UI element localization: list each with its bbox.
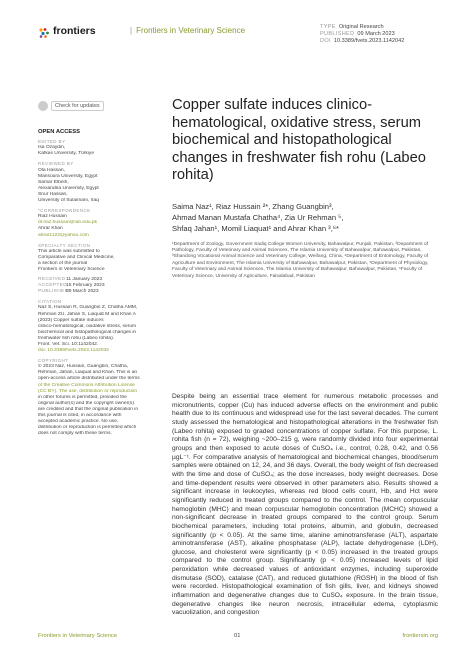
copyright-line: original author(s) and the copyright owner(s): [38, 400, 134, 406]
open-access-label: OPEN ACCESS: [38, 129, 80, 136]
footer-journal-name[interactable]: Frontiers in Veterinary Science: [38, 633, 117, 639]
specialty-line: This article was submitted to: [38, 248, 100, 254]
journal-name[interactable]: [130, 26, 245, 35]
check-updates-label: Check for updates: [51, 101, 104, 111]
date-value: 15 February 2023: [66, 283, 105, 289]
published-label: PUBLISHED: [320, 31, 355, 38]
correspondence-list: [38, 214, 160, 238]
doi-label: DOI: [320, 38, 331, 45]
citation-text: [38, 305, 160, 354]
frontiers-logo-icon: [38, 27, 50, 39]
citation-label: CITATION: [38, 299, 62, 305]
abstract-text: Despite being an essential trace element for numerous metabolic processes and micronutrients, copper (Cu) has induced adverse effects on the environment and public health due to its continuous and widespread use for the last several decades. The current study assessed the hematological and histopathological alterations in the freshwater fish (Labeo rohita) exposed to graded concentrations of copper sulfate. For this purpose, L. rohita fish (n = 72), weighing ~200–215 g, were randomly divided into four experimental groups and then exposed to acute doses of CuSO₄ i.e., control, 0.28, 0.42, and 0.56 µgL⁻¹. For comparative analysis of hematological and biochemical changes, blood/serum samples were obtained on 12, 24, and 36 days. Overall, the body weight of fish decreased with the time and dose of CuSO₄; as the dose increases, body weight decreases. Dose and time-dependent results were observed in other parameters also. Results showed a significant increase in leukocytes, whereas red blood cells count, Hb, and Hct were significantly reduced in treated groups compared to the control. The mean corpuscular hemoglobin (MHC) and mean corpuscular hemoglobin concentration (MCHC) showed a non-significant decrease in treated groups compared to the control group. Serum biochemical parameters, including total proteins, albumin, and globulin, decreased significantly (p < 0.05). At the same time, alanine aminotransferase (ALT), aspartate aminotransferase (AST), alkaline phosphatase (ALP), lactate dehydrogenase (LDH), glucose, and cholesterol were significantly (p < 0.05) increased in the treated groups compared to the control group. Significantly (p < 0.05) increased levels of lipid peroxidation while decreased values of antioxidant enzymes, including superoxide dismutase (SOD), catalase (CAT), and reduced glutathione (RGSH) in the blood of fish were recorded. Histopathological examination of fish gills, liver, and kidneys showed inflammation and degenerative changes due to CuSO₄ exposure. In the brain tissue, degenerative changes like neuron necrosis, intracellular edema, cytoplasmic vacuolization, and congestion: [172, 393, 438, 617]
correspondence-line: Riaz Hussain: [38, 214, 67, 220]
copyright-line: in other forums is permitted, provided the: [38, 394, 127, 400]
copyright-line: © 2023 Naz, Hussain, Guangbin, Chatha,: [38, 364, 129, 370]
check-for-updates-button[interactable]: [38, 101, 160, 111]
specialty-line: Frontiers in Veterinary Science: [38, 266, 105, 272]
authors-line-2[interactable]: Ahmad Manan Mustafa Chatha⁴, Zia Ur Rehman ⁵,: [172, 212, 344, 222]
copyright-text: [38, 364, 160, 437]
reviewed-by-label: REVIEWED BY: [38, 161, 74, 167]
affiliations: ¹Department of Zoology, Government Sadiq College Women University, Bahawalpur, Punjab, Pakistan, ²Department of Pathology, Faculty of Veterinary and Animal Sciences, The Islamia University of Bahawalpur, Bahawalpur, Pakistan, ³Shandong Vocational Animal Science and Veterinary College, Weifang, China, ⁴Department of Entomology, Faculty of Agriculture and Environment, The Islamia University of Bahawalpur, Bahawalpur, Pakistan, ⁵Department of Physiology, Faculty of Veterinary and Animal Sciences, The Islamia University of Bahawalpur, Bahawalpur, Pakistan, ⁶Faculty of Veterinary Science, University of Agriculture, Faisalabad, Pakistan: [172, 241, 429, 279]
reviewed-by-line: Snur Hassan,: [38, 191, 68, 197]
article-title: Copper sulfate induces clinico-hematological, oxidative stress, serum biochemical and histopathological changes in freshwater fish rohu (Labeo rohita): [172, 97, 426, 183]
citation-line: Front. Vet. Sci. 10:1142042.: [38, 342, 99, 347]
date-value: 11 January 2023: [66, 277, 103, 283]
correspondence-line: Ahrar Khan: [38, 226, 63, 232]
citation-line: freshwater fish rohu (Labeo rohita).: [38, 335, 115, 341]
citation-line[interactable]: doi: 10.3389/fvets.2023.1142042: [38, 348, 109, 354]
published-value: 09 March 2023: [357, 31, 395, 38]
abstract: [172, 393, 438, 618]
copyright-line: accepted academic practice. No use,: [38, 419, 119, 425]
page-header: [38, 24, 438, 54]
article-dates: [38, 277, 160, 295]
correspondence-label: *CORRESPONDENCE: [38, 208, 91, 214]
citation-line: Rehman ZU, Jahan S, Liaquat M and Khan A: [38, 311, 136, 317]
date-row: [38, 289, 160, 295]
specialty-line: a section of the journal: [38, 260, 88, 266]
copyright-line[interactable]: of the Creative Commons Attribution License: [38, 382, 135, 388]
edited-by-label: EDITED BY: [38, 139, 66, 145]
copyright-line: this journal is cited, in accordance with: [38, 413, 122, 419]
author-list: [172, 201, 438, 234]
article-main: [172, 97, 438, 280]
authors-line-1[interactable]: Saima Naz¹, Riaz Hussain ²*, Zhang Guangbin³,: [172, 201, 334, 211]
specialty-label: SPECIALTY SECTION: [38, 242, 91, 248]
date-label: RECEIVED: [38, 277, 66, 283]
citation-line: (2023) Copper sulfate induces: [38, 317, 104, 323]
specialty-list: [38, 249, 160, 273]
footer-site-link[interactable]: frontiersin.org: [402, 633, 438, 639]
reviewed-by-line: Ola Hassan,: [38, 167, 65, 173]
page-number: 01: [234, 633, 241, 639]
copyright-line[interactable]: (CC BY). The use, distribution or reproduction: [38, 388, 138, 394]
citation-line: biochemical and histopathological changes in: [38, 329, 137, 335]
copyright-line: open-access article distributed under the terms: [38, 376, 140, 382]
correspondence-line[interactable]: dr.riaz.hussain@iub.edu.pk: [38, 220, 98, 226]
citation-line: Naz S, Hussain R, Guangbin Z, Chatha AMM,: [38, 305, 138, 311]
date-value: 09 March 2023: [66, 289, 99, 295]
edited-by-line: Isa Özaydin,: [38, 145, 66, 151]
copyright-line: does not comply with these terms.: [38, 431, 112, 437]
copyright-line: Rehman, Jahan, Liaquat and Khan. This is an: [38, 370, 138, 376]
article-meta: [320, 24, 438, 46]
authors-line-3[interactable]: Shfaq Jahan¹, Momil Liaquat¹ and Ahrar Khan ³,⁶*: [172, 223, 339, 233]
journal-title: Frontiers in Veterinary Science: [136, 26, 246, 35]
check-updates-icon: [38, 101, 48, 111]
footer-journal: [38, 633, 117, 639]
specialty-line: Comparative and Clinical Medicine,: [38, 254, 115, 260]
reviewed-by-list: [38, 168, 160, 205]
reviewed-by-line: Mansoura University, Egypt: [38, 173, 98, 179]
article-sidebar: [38, 101, 160, 437]
header-separator: |: [130, 26, 133, 35]
edited-by-list: [38, 145, 160, 157]
edited-by-line: Kafkas University, Türkiye: [38, 151, 95, 157]
copyright-line: distribution or reproduction is permitted which: [38, 425, 137, 431]
doi-link[interactable]: 10.3389/fvets.2023.1142042: [333, 38, 405, 45]
copyright-label: COPYRIGHT: [38, 358, 69, 364]
date-label: ACCEPTED: [38, 283, 68, 289]
brand-name[interactable]: frontiers: [53, 25, 96, 37]
type-value: Original Research: [338, 24, 384, 30]
date-label: PUBLISHED: [38, 289, 69, 295]
reviewed-by-line: Alexandria University, Egypt: [38, 185, 99, 191]
type-label: TYPE: [320, 24, 336, 30]
copyright-line: are credited and that the original publication in: [38, 406, 139, 412]
citation-line: clinico-hematological, oxidative stress, serum: [38, 323, 137, 329]
reviewed-by-line: Samar Elbeih,: [38, 179, 69, 185]
reviewed-by-line: University of Sulaimani, Iraq: [38, 198, 99, 204]
correspondence-line[interactable]: ahrar1122@yahoo.com: [38, 232, 89, 238]
